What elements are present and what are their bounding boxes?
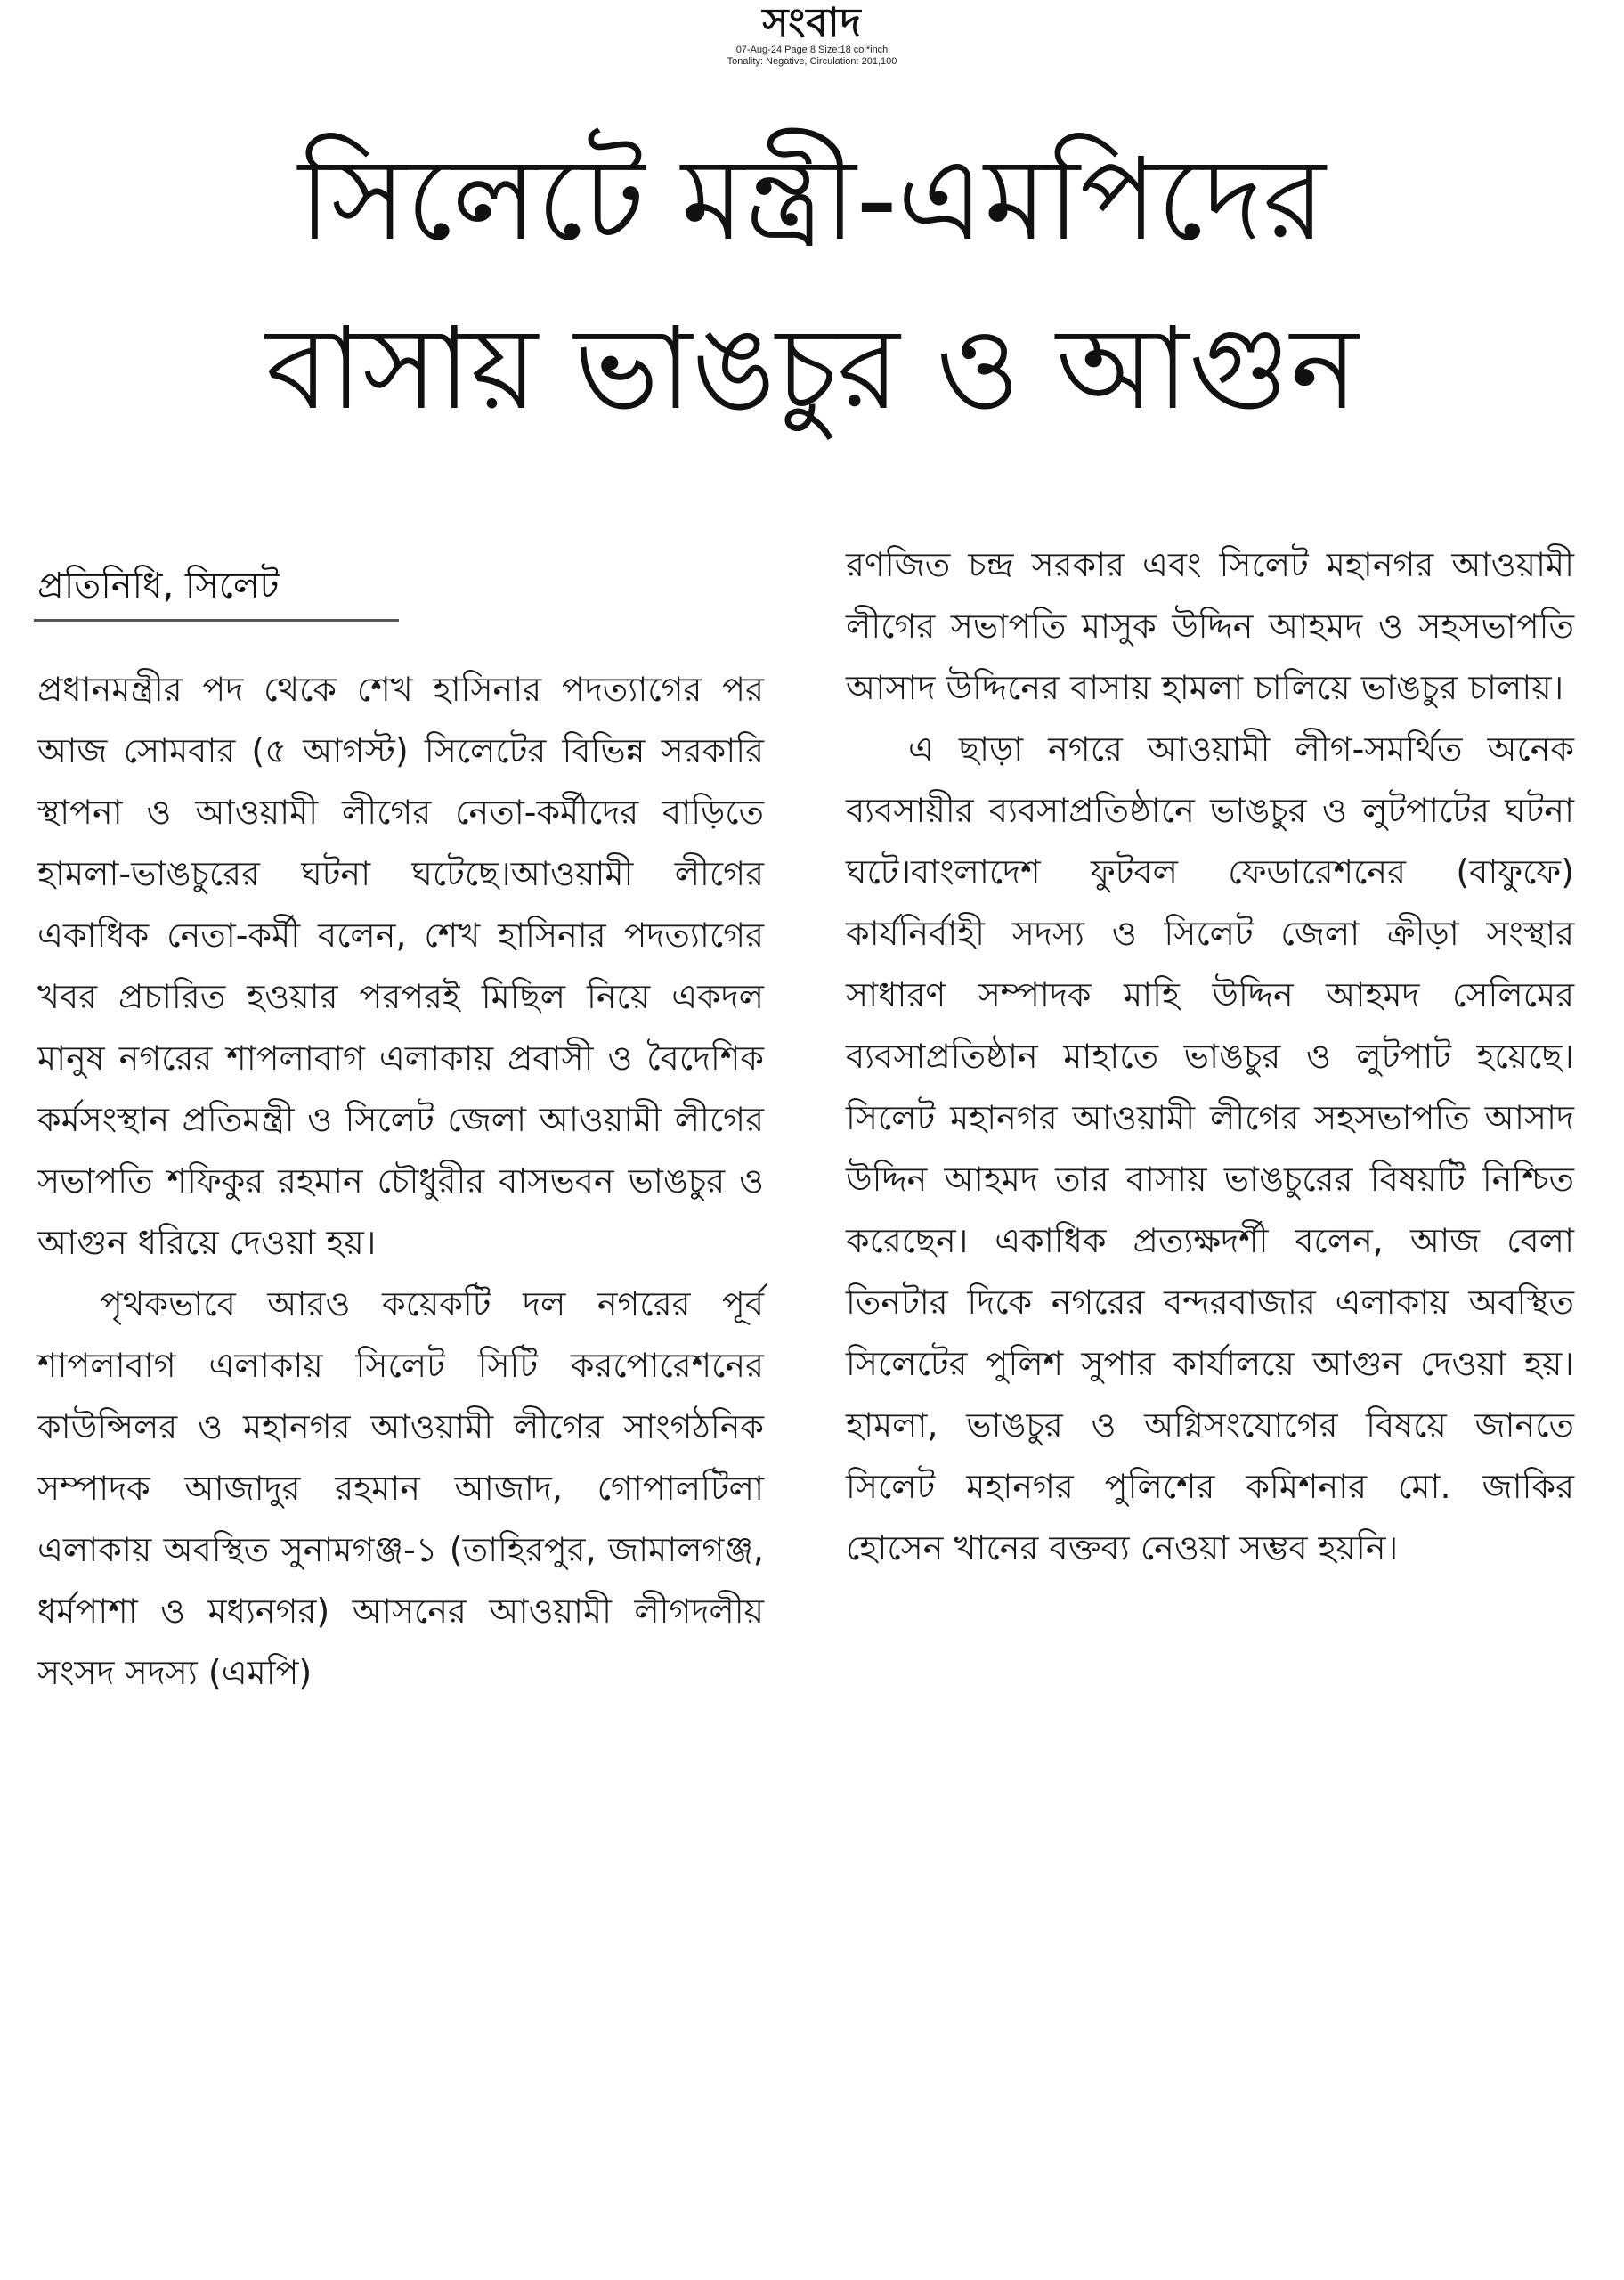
article-column-right [846, 534, 1574, 1579]
clipping-meta-line-1: 07-Aug-24 Page 8 Size:18 col*inch [735, 45, 889, 55]
clipping-meta-line-2: Tonality: Negative, Circulation: 201,100 [727, 56, 897, 67]
headline-line-2: বাসায় ভাঙচুর ও আগুন [265, 303, 1359, 436]
paragraph: এ ছাড়া নগরে আওয়ামী লীগ-সমর্থিত অনেক ব্যবসায়ীর ব্যবসাপ্রতিষ্ঠানে ভাঙচুর ও লুটপাটের ঘটনা ঘটে।বাংলাদেশ ফুটবল ফেডারেশনের (বাফুফে) কার্যনির্বাহী সদস্য ও সিলেট জেলা ক্রীড়া সংস্থার সাধারণ সম্পাদক মাহি উদ্দিন আহমদ সেলিমের ব্যবসাপ্রতিষ্ঠান মাহাতে ভাঙচুর ও লুটপাট হয়েছে। সিলেট মহানগর আওয়ামী লীগের সহসভাপতি আসাদ উদ্দিন আহমদ তার বাসায় ভাঙচুরের বিষয়টি নিশ্চিত করেছেন। একাধিক প্রত্যক্ষদর্শী বলেন, আজ বেলা তিনটার দিকে নগরের বন্দরবাজার এলাকায় অবস্থিত সিলেটের পুলিশ সুপার কার্যালয়ে আগুন দেওয়া হয়।হামলা, ভাঙচুর ও অগ্নিসংযোগের বিষয়ে জানতে সিলেট মহানগর পুলিশের কমিশনার মো. জাকির হোসেন খানের বক্তব্য নেওয়া সম্ভব হয়নি। [846, 729, 1574, 1568]
article-column-left [37, 659, 764, 1704]
byline: প্রতিনিধি, সিলেট [37, 566, 280, 607]
newspaper-logo: সংবাদ [762, 0, 862, 45]
article-headline [53, 116, 1571, 454]
paragraph: প্রধানমন্ত্রীর পদ থেকে শেখ হাসিনার পদত্যাগের পর আজ সোমবার (৫ আগস্ট) সিলেটের বিভিন্ন সরকারি স্থাপনা ও আওয়ামী লীগের নেতা-কর্মীদের বাড়িতে হামলা-ভাঙচুরের ঘটনা ঘটেছে।আওয়ামী লীগের একাধিক নেতা-কর্মী বলেন, শেখ হাসিনার পদত্যাগের খবর প্রচারিত হওয়ার পরপরই মিছিল নিয়ে একদল মানুষ নগরের শাপলাবাগ এলাকায় প্রবাসী ও বৈদেশিক কর্মসংস্থান প্রতিমন্ত্রী ও সিলেট জেলা আওয়ামী লীগের সভাপতি শফিকুর রহমান চৌধুরীর বাসভবন ভাঙচুর ও আগুন ধরিয়ে দেওয়া হয়। [37, 670, 764, 1262]
headline-line-1: সিলেটে মন্ত্রী-এমপিদের [298, 134, 1326, 266]
byline-underline [34, 619, 399, 622]
paragraph: পৃথকভাবে আরও কয়েকটি দল নগরের পূর্ব শাপলাবাগ এলাকায় সিলেট সিটি করপোরেশনের কাউন্সিলর ও মহানগর আওয়ামী লীগের সাংগঠনিক সম্পাদক আজাদুর রহমান আজাদ, গোপালটিলা এলাকায় অবস্থিত সুনামগঞ্জ-১ (তাহিরপুর, জামালগঞ্জ, ধর্মপাশা ও মধ্যনগর) আসনের আওয়ামী লীগদলীয় সংসদ সদস্য (এমপি) [37, 1284, 764, 1692]
masthead [0, 0, 1624, 68]
paragraph: রণজিত চন্দ্র সরকার এবং সিলেট মহানগর আওয়ামী লীগের সভাপতি মাসুক উদ্দিন আহমদ ও সহসভাপতি আসাদ উদ্দিনের বাসায় হামলা চালিয়ে ভাঙচুর চালায়। [846, 545, 1574, 707]
